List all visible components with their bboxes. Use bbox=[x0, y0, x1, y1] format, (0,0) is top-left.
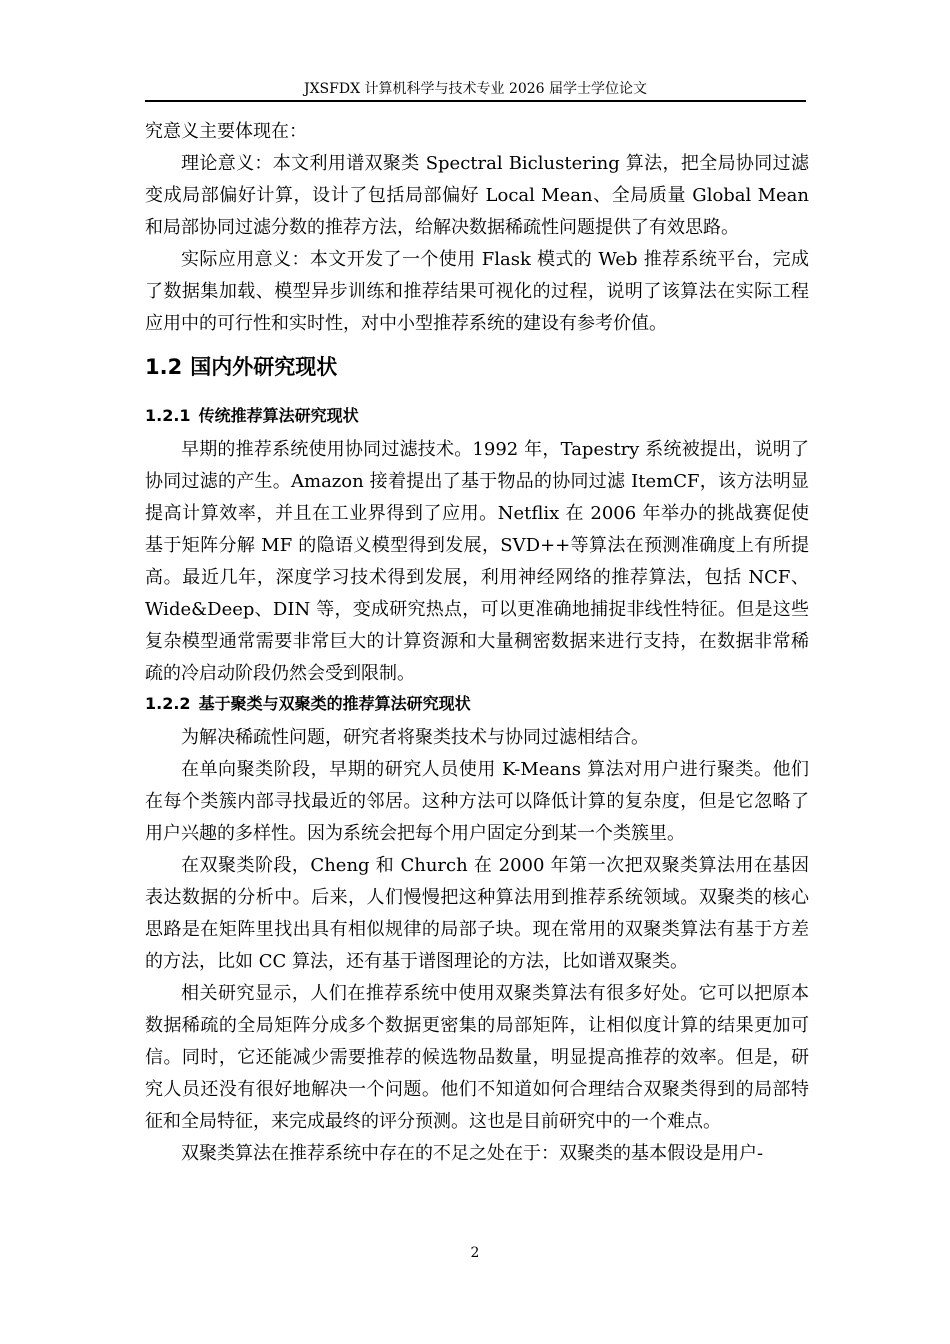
subsection-heading-1-2-2 bbox=[145, 690, 809, 718]
subsection-title: 基于聚类与双聚类的推荐算法研究现状 bbox=[198, 694, 471, 713]
section-title: 国内外研究现状 bbox=[190, 355, 338, 379]
subsection-number: 1.2.2 bbox=[145, 694, 191, 713]
paragraph-theoretical-significance: 理论意义：本文利用谱双聚类 Spectral Biclustering 算法，把全局协同过滤变成局部偏好计算，设计了包括局部偏好 Local Mean、全局质量 Global Mean 和局部协同过滤分数的推荐方法，给解决数据稀疏性问题提供了有效思路。 bbox=[145, 153, 809, 238]
paragraph-continuation: 究意义主要体现在： bbox=[145, 121, 307, 142]
running-header: JXSFDX 计算机科学与技术专业 2026 届学士学位论文 bbox=[303, 81, 648, 97]
paragraph-biclustering-stage: 在双聚类阶段，Cheng 和 Church 在 2000 年第一次把双聚类算法用在基因表达数据的分析中。后来，人们慢慢把这种算法用到推荐系统领域。双聚类的核心思路是在矩阵里找出具有相似规律的局部子块。现在常用的双聚类算法有基于方差的方法，比如 CC 算法，还有基于谱图理论的方法，比如谱双聚类。 bbox=[145, 855, 809, 972]
subsection-number: 1.2.1 bbox=[145, 406, 191, 425]
subsection-heading-1-2-1 bbox=[145, 402, 809, 430]
header-rule bbox=[145, 100, 806, 102]
paragraph-practical-significance: 实际应用意义：本文开发了一个使用 Flask 模式的 Web 推荐系统平台，完成了数据集加载、模型异步训练和推荐结果可视化的过程，说明了该算法在实际工程应用中的可行性和实时性，对中小型推荐系统的建设有参考价值。 bbox=[145, 249, 809, 334]
paragraph-one-way-clustering: 在单向聚类阶段，早期的研究人员使用 K-Means 算法对用户进行聚类。他们在每个类簇内部寻找最近的邻居。这种方法可以降低计算的复杂度，但是它忽略了用户兴趣的多样性。因为系统会把每个用户固定分到某一个类簇里。 bbox=[145, 759, 809, 844]
paragraph-sparsity-intro: 为解决稀疏性问题，研究者将聚类技术与协同过滤相结合。 bbox=[181, 727, 649, 748]
section-heading-1-2 bbox=[145, 352, 809, 382]
subsection-title: 传统推荐算法研究现状 bbox=[198, 406, 359, 425]
body-content bbox=[145, 116, 809, 1170]
paragraph-limitations: 双聚类算法在推荐系统中存在的不足之处在于：双聚类的基本假设是用户- bbox=[181, 1143, 764, 1164]
paragraph-related-research: 相关研究显示，人们在推荐系统中使用双聚类算法有很多好处。它可以把原本数据稀疏的全局矩阵分成多个数据更密集的局部矩阵，让相似度计算的结果更加可信。同时，它还能减少需要推荐的候选物品数量，明显提高推荐的效率。但是，研究人员还没有很好地解决一个问题。他们不知道如何合理结合双聚类得到的局部特征和全局特征，来完成最终的评分预测。这也是目前研究中的一个难点。 bbox=[145, 983, 809, 1132]
section-number: 1.2 bbox=[145, 355, 183, 379]
paragraph-traditional-recommendation: 早期的推荐系统使用协同过滤技术。1992 年，Tapestry 系统被提出，说明了协同过滤的产生。Amazon 接着提出了基于物品的协同过滤 ItemCF，该方法明显提高计算效率，并且在工业界得到了应用。Netflix 在 2006 年举办的挑战赛促使基于矩阵分解 MF 的隐语义模型得到发展，SVD++等算法在预测准确度上有所提高。最近几年，深度学习技术得到发展，利用神经网络的推荐算法，包括 NCF、Wide&Deep、DIN 等，变成研究热点，可以更准确地捕捉非线性特征。但是这些复杂模型通常需要非常巨大的计算资源和大量稠密数据来进行支持，在数据非常稀疏的冷启动阶段仍然会受到限制。 bbox=[145, 439, 809, 684]
page-number: 2 bbox=[470, 1245, 480, 1261]
